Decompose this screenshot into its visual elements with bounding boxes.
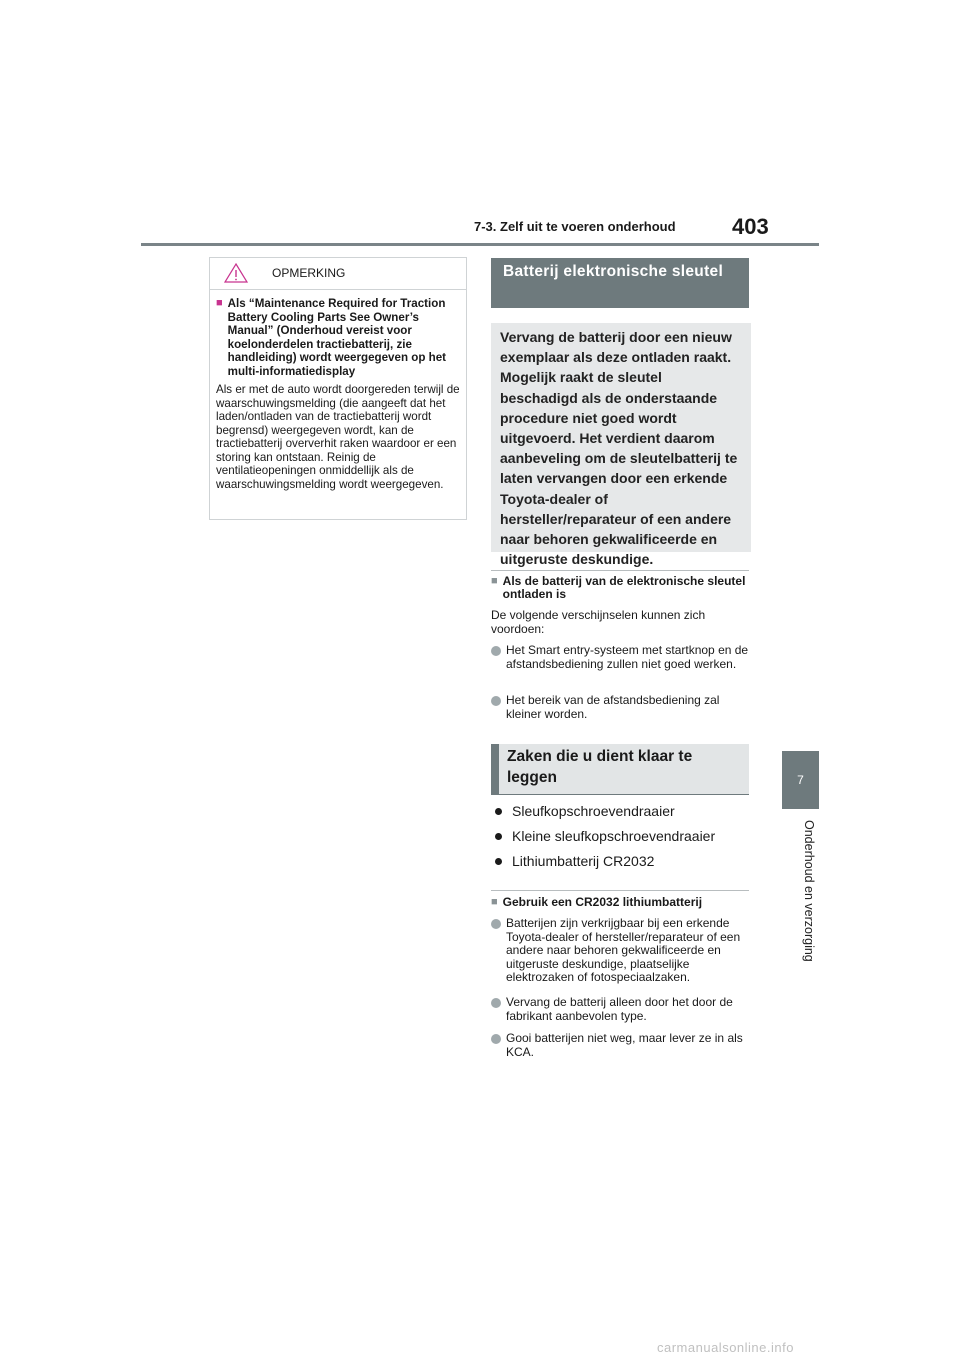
notice-heading: [216, 297, 460, 378]
chapter-tab-label: Onderhoud en verzorging: [802, 820, 816, 962]
section-lead-text: Vervang de batterij door een nieuw exemplaar als deze ontladen raakt. Mogelijk raakt de sleutel beschadigd als de onderstaande procedure niet goed wordt uitgevoerd. Het verdient daarom aanbeveling om de sleutelbatterij te laten vervangen door een erkende Toyota-dealer of hersteller/reparateur of een andere naar behoren gekwalificeerde en uitgeruste deskundige.: [491, 323, 751, 552]
warning-triangle-icon: [223, 262, 249, 284]
sub-heading-cr2032: ■ Gebruik een CR2032 lithiumbatterij: [491, 895, 703, 909]
round-bullet-icon: [495, 858, 502, 865]
header-rule: [141, 243, 819, 246]
chapter-tab[interactable]: [782, 751, 819, 809]
square-bullet-icon: ■: [491, 896, 498, 908]
list-item: Het Smart entry-systeem met startknop en de afstandsbediening zullen niet goed werken.: [491, 644, 753, 671]
round-bullet-icon: [491, 1034, 501, 1044]
round-bullet-icon: [491, 696, 501, 706]
list-item: Sleufkopschroevendraaier: [491, 803, 675, 819]
notice-box: [209, 257, 467, 520]
notice-header: [210, 258, 466, 290]
watermark: carmanualsonline.info: [657, 1340, 794, 1355]
divider: [491, 890, 749, 891]
section-title-tools: Zaken die u dient klaar te leggen: [491, 744, 749, 795]
chapter-tab-number: 7: [797, 773, 804, 787]
divider: [491, 570, 749, 571]
sub-heading-battery-empty: ■ Als de batterij van de elektronische sleutel ontladen is: [491, 574, 746, 601]
square-bullet-icon: ■: [491, 575, 498, 587]
round-bullet-icon: [491, 919, 501, 929]
round-bullet-icon: [495, 833, 502, 840]
round-bullet-icon: [495, 808, 502, 815]
list-item: Gooi batterijen niet weg, maar lever ze in als KCA.: [491, 1032, 753, 1059]
page-number: 403: [732, 214, 769, 239]
header-section-title: 7-3. Zelf uit te voeren onderhoud: [474, 219, 676, 234]
notice-heading-text: Als “Maintenance Required for Traction Battery Cooling Parts See Owner’s Manual” (Onderhoud vereist voor koelonderdelen tractiebatterij, zie handleiding) wordt weergegeven op het multi-informatiedisplay: [227, 297, 447, 378]
list-item: Batterijen zijn verkrijgbaar bij een erkende Toyota-dealer of hersteller/reparateur of een andere naar behoren gekwalificeerde en uitgeruste deskundige, plaatselijke elektrozaken of fotospeciaalzaken.: [491, 917, 753, 985]
notice-body-text: Als er met de auto wordt doorgereden terwijl de waarschuwingsmelding (die aangeeft dat het laden/ontladen van de tractiebatterij wordt begrensd) weergegeven wordt, kan de tractiebatterij oververhit raken waardoor er een storing kan ontstaan. Reinig de ventilatieopeningen onmiddellijk als de waarschuwingsmelding wordt weergegeven.: [216, 383, 460, 491]
list-item: Vervang de batterij alleen door het door de fabrikant aanbevolen type.: [491, 996, 753, 1023]
round-bullet-icon: [491, 646, 501, 656]
sub-intro: De volgende verschijnselen kunnen zich voordoen:: [491, 608, 706, 636]
list-item: Lithiumbatterij CR2032: [491, 853, 654, 869]
list-item: Kleine sleufkopschroevendraaier: [491, 828, 715, 844]
list-item: Het bereik van de afstandsbediening zal kleiner worden.: [491, 694, 753, 721]
notice-title: OPMERKING: [272, 266, 346, 280]
round-bullet-icon: [491, 998, 501, 1008]
square-bullet-icon: ■: [216, 297, 223, 309]
section-title-battery: Batterij elektronische sleutel: [491, 258, 749, 308]
